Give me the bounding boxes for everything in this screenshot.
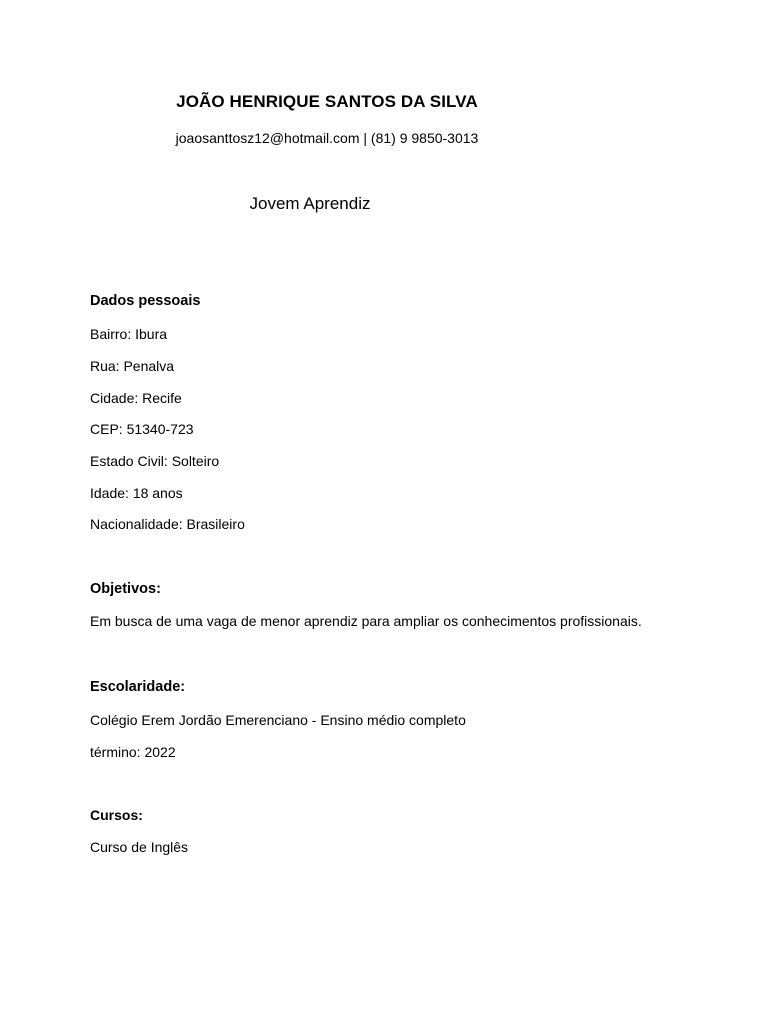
personal-item-street: Rua: Penalva [90, 358, 175, 374]
education-school: Colégio Erem Jordão Emerenciano - Ensino médio completo [90, 712, 466, 728]
contact-info: joaosanttosz12@hotmail.com | (81) 9 9850-3013 [175, 130, 479, 146]
objectives-heading: Objetivos: [90, 581, 161, 597]
courses-heading: Cursos: [90, 807, 143, 823]
personal-data-heading: Dados pessoais [90, 293, 201, 309]
course-item: Curso de Inglês [90, 839, 189, 855]
desired-role: Jovem Aprendiz [249, 194, 371, 213]
personal-item-marital-status: Estado Civil: Solteiro [90, 453, 220, 469]
personal-item-zip: CEP: 51340-723 [90, 421, 194, 437]
personal-item-city: Cidade: Recife [90, 390, 182, 406]
objectives-text: Em busca de uma vaga de menor aprendiz para ampliar os conhecimentos profissionais. [90, 613, 642, 629]
personal-item-nationality: Nacionalidade: Brasileiro [90, 516, 245, 532]
candidate-name: JOÃO HENRIQUE SANTOS DA SILVA [176, 92, 478, 111]
education-end-year: término: 2022 [90, 744, 176, 760]
education-heading: Escolaridade: [90, 679, 186, 695]
personal-item-age: Idade: 18 anos [90, 485, 183, 501]
personal-item-neighborhood: Bairro: Ibura [90, 326, 168, 342]
